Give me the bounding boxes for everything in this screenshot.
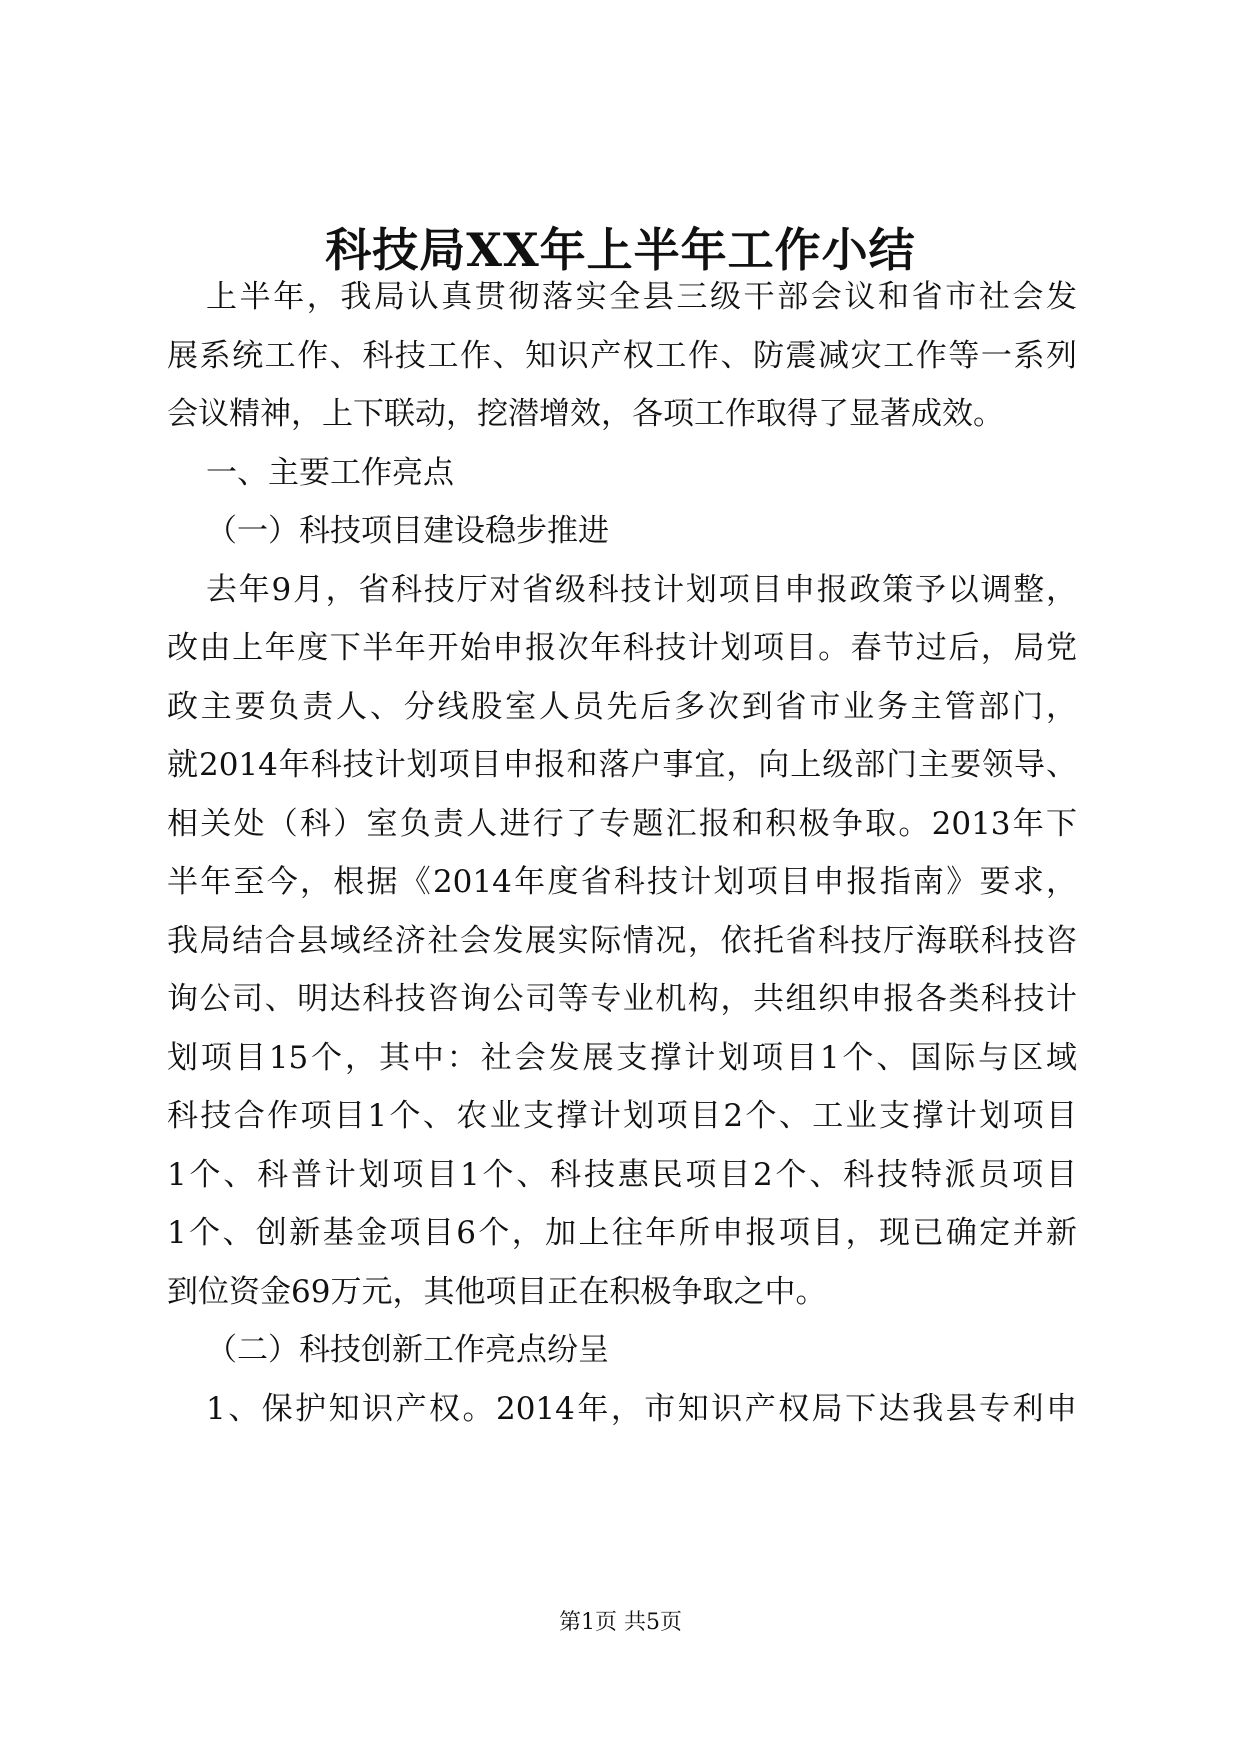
subsection-heading: （一）科技项目建设稳步推进: [206, 513, 609, 549]
text-line: 相关处（科）室负责人进行了专题汇报和积极争取。2013年下: [167, 806, 1077, 842]
text-line: 划项目15个，其中：社会发展支撑计划项目1个、国际与区域: [167, 1040, 1077, 1076]
text-line: 1个、科普计划项目1个、科技惠民项目2个、科技特派员项目: [167, 1157, 1077, 1193]
text-line: 会议精神，上下联动，挖潜增效，各项工作取得了显著成效。: [167, 396, 1004, 432]
text-line: 去年9月，省科技厅对省级科技计划项目申报政策予以调整，: [206, 572, 1077, 608]
section-heading: 一、主要工作亮点: [206, 455, 454, 491]
text-line: 到位资金69万元，其他项目正在积极争取之中。: [167, 1274, 827, 1310]
text-line: 改由上年度下半年开始申报次年科技计划项目。春节过后，局党: [167, 630, 1077, 666]
text-line: 1个、创新基金项目6个，加上往年所申报项目，现已确定并新: [167, 1215, 1077, 1251]
text-line: 政主要负责人、分线股室人员先后多次到省市业务主管部门，: [167, 689, 1077, 725]
text-line: 上半年，我局认真贯彻落实全县三级干部会议和省市社会发: [206, 279, 1077, 315]
text-line: 半年至今，根据《2014年度省科技计划项目申报指南》要求，: [167, 864, 1077, 900]
document-title: 科技局XX年上半年工作小结: [325, 223, 916, 277]
subsection-heading: （二）科技创新工作亮点纷呈: [206, 1332, 609, 1368]
page-footer: 第1页 共5页: [559, 1610, 682, 1635]
text-line: 展系统工作、科技工作、知识产权工作、防震减灾工作等一系列: [167, 338, 1077, 374]
text-line: 我局结合县域经济社会发展实际情况，依托省科技厅海联科技咨: [167, 923, 1077, 959]
text-line: 就2014年科技计划项目申报和落户事宜，向上级部门主要领导、: [167, 747, 1077, 783]
text-line: 科技合作项目1个、农业支撑计划项目2个、工业支撑计划项目: [167, 1098, 1077, 1134]
text-line: 询公司、明达科技咨询公司等专业机构，共组织申报各类科技计: [167, 981, 1077, 1017]
text-line: 1、保护知识产权。2014年，市知识产权局下达我县专利申: [206, 1391, 1077, 1427]
